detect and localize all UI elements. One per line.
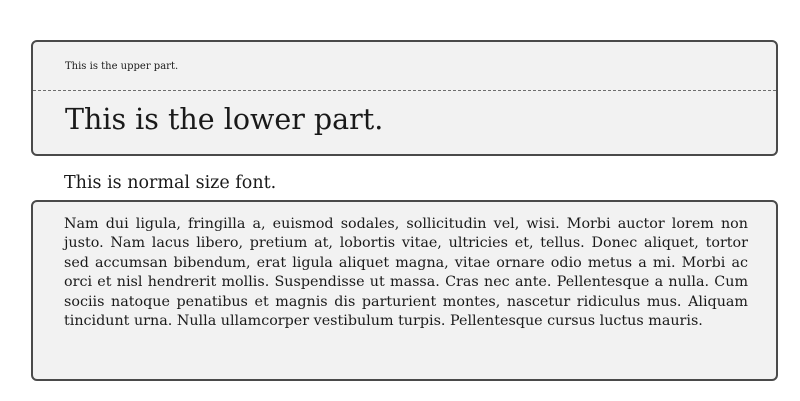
body-paragraph: Nam dui ligula, fringilla a, euismod sodales, sollicitudin vel, wisi. Morbi auctor lorem non justo. Nam lacus libero, pretium at, lobortis vitae, ultricies et, tellus. Donec aliquet, tortor sed accumsan bibendum, erat ligula aliquet magna, vitae ornare odio metus a mi. Morbi ac orci et nisl hendrerit mollis. Suspendisse ut massa. Cras nec ante. Pellentesque a nulla. Cum sociis natoque penatibus et magnis dis parturient montes, nascetur ridiculus mus. Aliquam tincidunt urna. Nulla ullamcorper vestibulum turpis. Pellentesque cursus luctus mauris. bbox=[64, 216, 748, 330]
lower-part-text: This is the lower part. bbox=[65, 103, 384, 136]
normal-size-text: This is normal size font. bbox=[64, 173, 277, 193]
upper-lower-box bbox=[31, 40, 778, 156]
upper-part-text: This is the upper part. bbox=[65, 61, 179, 72]
paragraph-box bbox=[31, 200, 778, 381]
dashed-divider bbox=[33, 90, 776, 91]
